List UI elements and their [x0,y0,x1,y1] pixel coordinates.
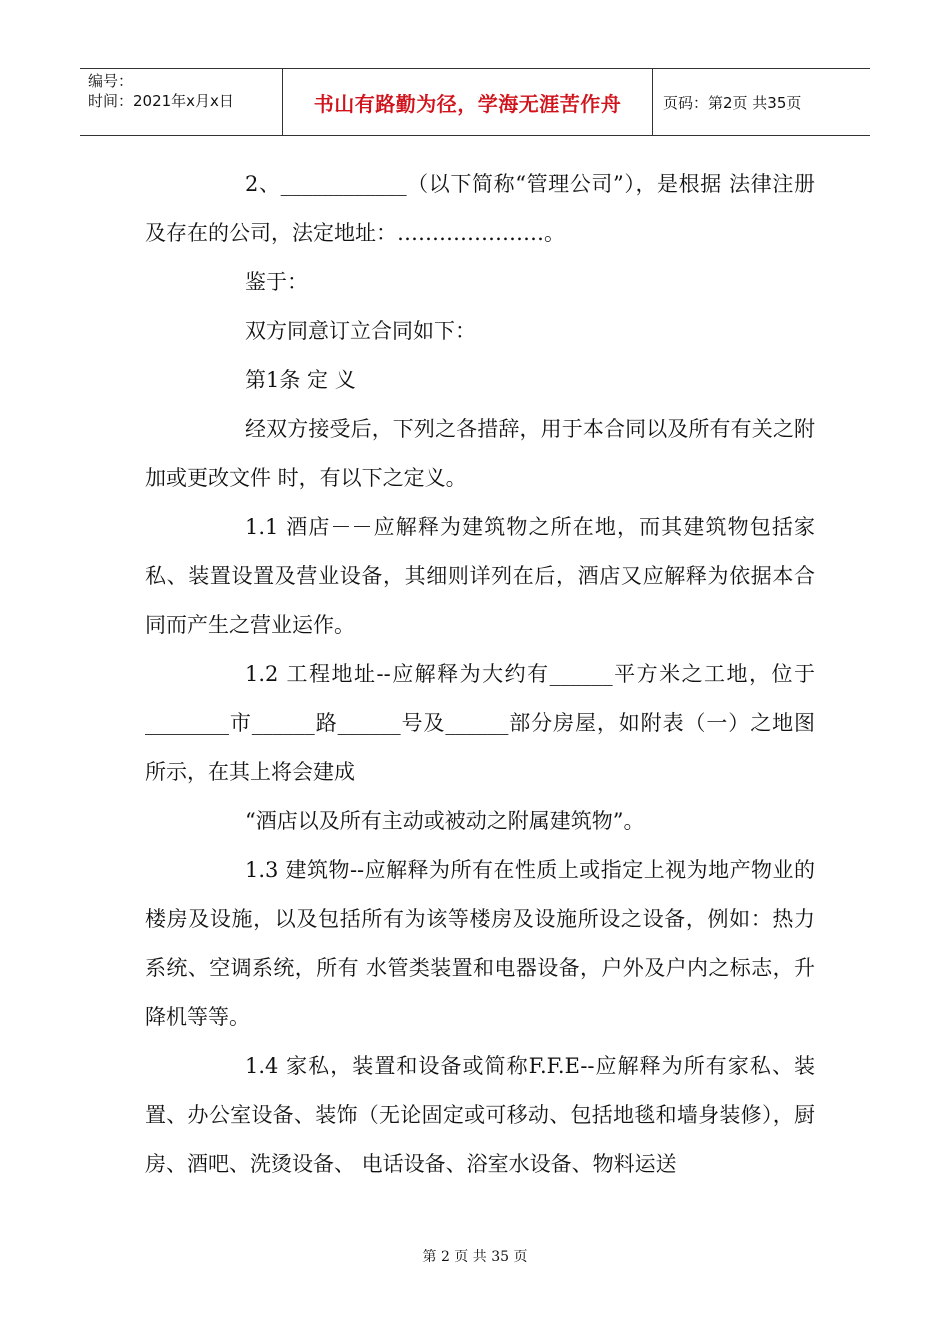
paragraph-definitions-intro: 经双方接受后，下列之各措辞，用于本合同以及所有有关之附加或更改文件 时，有以下之定义。 [145,417,815,490]
clause-1-4: 1.4 家私，装置和设备或简称F.F.E--应解释为所有家私、装置、办公室设备、装饰（无论固定或可移动、包括地毯和墙身装修），厨房、酒吧、洗烫设备、 电话设备、浴室水设备、物料运送 [145,1054,815,1176]
clause-1-3: 1.3 建筑物--应解释为所有在性质上或指定上视为地产物业的楼房及设施，以及包括所有为该等楼房及设施所设之设备，例如：热力系统、空调系统，所有 水管类装置和电器设备，户外及户内之标志，升降机等等。 [145,858,815,1029]
page-footer: 第 2 页 共 35 页 [422,1249,528,1265]
paragraph-party-2: 2、____________（以下简称“管理公司”），是根据 法律注册及存在的公司，法定地址：…………………。 [145,172,815,245]
paragraph-agreement: 双方同意订立合同如下： [245,319,476,343]
header-page-info: 页码：第2页 共35页 [663,93,802,112]
document-number-label: 编号： [88,72,134,90]
document-header [80,68,870,136]
document-body [145,160,815,1189]
header-motto: 书山有路勤为径，学海无涯苦作舟 [283,69,653,135]
clause-1-2: 1.2 工程地址--应解释为大约有______平方米之工地，位于________市______路______号及______部分房屋，如附表（一）之地图所示，在其上将会建成 [145,662,815,784]
document-date: 时间：2021年x月x日 [88,92,234,110]
article-1-heading: 第1条 定 义 [245,368,356,392]
header-meta [80,69,283,135]
clause-1-1: 1.1 酒店－－应解释为建筑物之所在地，而其建筑物包括家私、装置设置及营业设备，其细则详列在后，酒店又应解释为依据本合同而产生之营业运作。 [145,515,815,637]
paragraph-whereas: 鉴于： [245,270,308,294]
clause-1-2-quote: “酒店以及所有主动或被动之附属建筑物”。 [245,809,645,833]
